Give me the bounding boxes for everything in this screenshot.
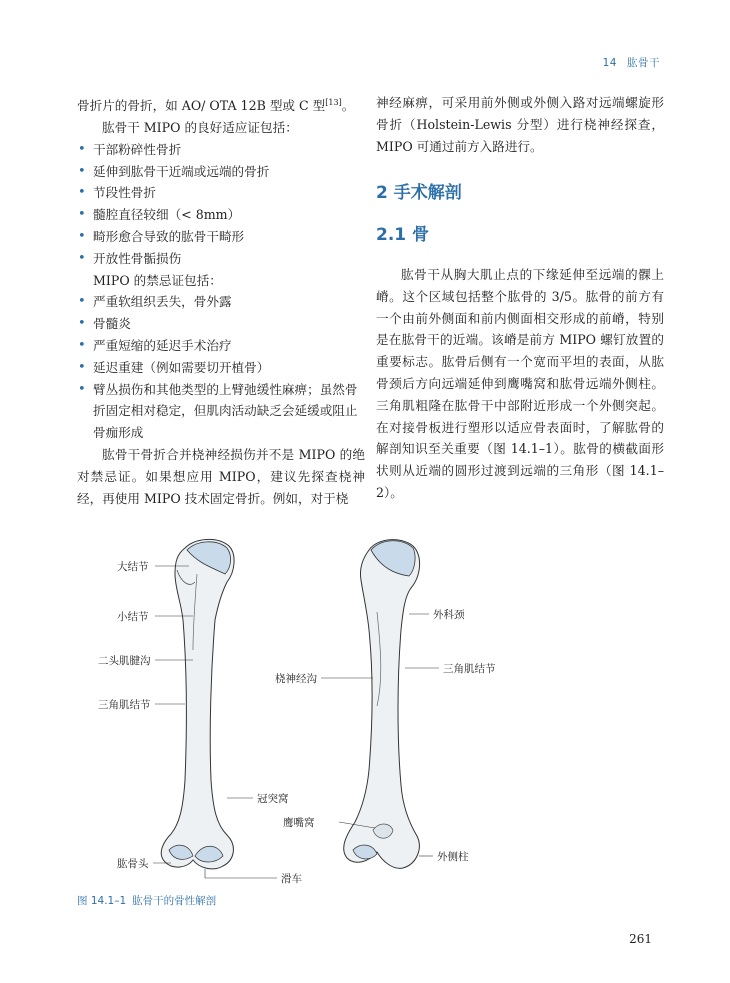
contraindications-title: MIPO 的禁忌证包括： (93, 272, 222, 288)
posterior-humerus (344, 540, 420, 869)
list-item: • 臂丛损伤和其他类型的上臂弛缓性麻痹；虽然骨折固定相对稳定，但肌肉活动缺乏会延缓或阻止骨痂形成 (77, 379, 365, 444)
list-item: • 严重短缩的延迟手术治疗 (77, 335, 365, 357)
label-deltoid-tuberosity-post: 三角肌结节 (443, 663, 496, 675)
label-surgical-neck: 外科颈 (433, 609, 465, 621)
chapter-number: 14 (602, 57, 617, 69)
list-item: • 干部粉碎性骨折 (77, 139, 365, 161)
label-olecranon-fossa: 鹰嘴窝 (283, 817, 315, 829)
label-lateral-column: 外侧柱 (437, 851, 469, 863)
list-item: • 畸形愈合导致的肱骨干畸形 (77, 226, 365, 248)
figure-caption (77, 893, 216, 908)
page-number: 261 (629, 932, 652, 946)
label-trochlea: 滑车 (281, 873, 302, 885)
list-item: • 延迟重建（例如需要切开植骨） (77, 357, 365, 379)
label-coronoid-fossa: 冠突窝 (257, 793, 289, 805)
list-item: • 髓腔直径较细（< 8mm） (77, 204, 365, 226)
list-item: • 开放性骨骺损伤 (77, 248, 365, 270)
label-greater-tubercle: 大结节 (117, 561, 149, 573)
chapter-title: 肱骨干 (627, 57, 660, 69)
contraindications-list (77, 291, 365, 444)
label-capitulum: 肱骨头 (117, 858, 149, 870)
label-bicipital-groove: 二头肌腱沟 (98, 655, 151, 667)
list-item: • 骨髓炎 (77, 313, 365, 335)
list-item: • 严重软组织丢失，骨外露 (77, 291, 365, 313)
body-paragraph-wrap (376, 264, 664, 504)
label-radial-groove: 桡神经沟 (275, 673, 317, 685)
continuation-paragraph: 神经麻痹，可采用前外侧或外侧入路对远端螺旋形骨折（Holstein-Lewis 分型）进行桡神经探查，MIPO 可通过前方入路进行。 (376, 95, 664, 154)
closing-paragraph: 肱骨干骨折合并桡神经损伤并不是 MIPO 的绝对禁忌证。如果想应用 MIPO，建议先探查桡神经，再使用 MIPO 技术固定骨折。例如，对于桡 (77, 446, 365, 506)
caption-label: 图 14.1–1 (77, 895, 127, 907)
list-item: • 节段性骨折 (77, 182, 365, 204)
label-lesser-tubercle: 小结节 (117, 611, 149, 623)
list-item: • 延伸到肱骨干近端或远端的骨折 (77, 161, 365, 183)
running-header (593, 55, 660, 70)
label-deltoid-tuberosity-ant: 三角肌结节 (98, 699, 151, 711)
left-column (77, 92, 365, 509)
section-heading: 2 手术解剖 (376, 183, 462, 203)
indications-list (77, 139, 365, 270)
right-column (376, 92, 664, 157)
subsection-heading: 2.1 骨 (376, 225, 430, 245)
humerus-illustration (77, 530, 657, 890)
intro-line: 骨折片的骨折，如 AO/ OTA 12B 型或 C 型[13]。 (77, 98, 355, 114)
caption-text: 肱骨干的骨性解剖 (132, 895, 217, 907)
indications-title: 肱骨干 MIPO 的良好适应证包括： (102, 119, 298, 135)
humerus-figure (77, 530, 657, 890)
body-paragraph: 肱骨干从胸大肌止点的下缘延伸至远端的髁上嵴。这个区域包括整个肱骨的 3/5。肱骨的前方有一个由前外侧面和前内侧面相交形成的前嵴，特别是在肱骨干的近端。该嵴是前方 MIPO 螺钉放置的重要标志。肱骨后侧有一个宽而平坦的表面，从肱骨颈后方向远端延伸到鹰嘴窝和肱骨远端外侧柱。三角肌粗隆在肱骨干中部附近形成一个外侧突起。在对接骨板进行塑形以适应骨表面时，了解肱骨的解剖知识至关重要（图 14.1–1）。肱骨的横截面形状则从近端的圆形过渡到远端的三角形（图 14.1–2）。 (376, 267, 664, 500)
